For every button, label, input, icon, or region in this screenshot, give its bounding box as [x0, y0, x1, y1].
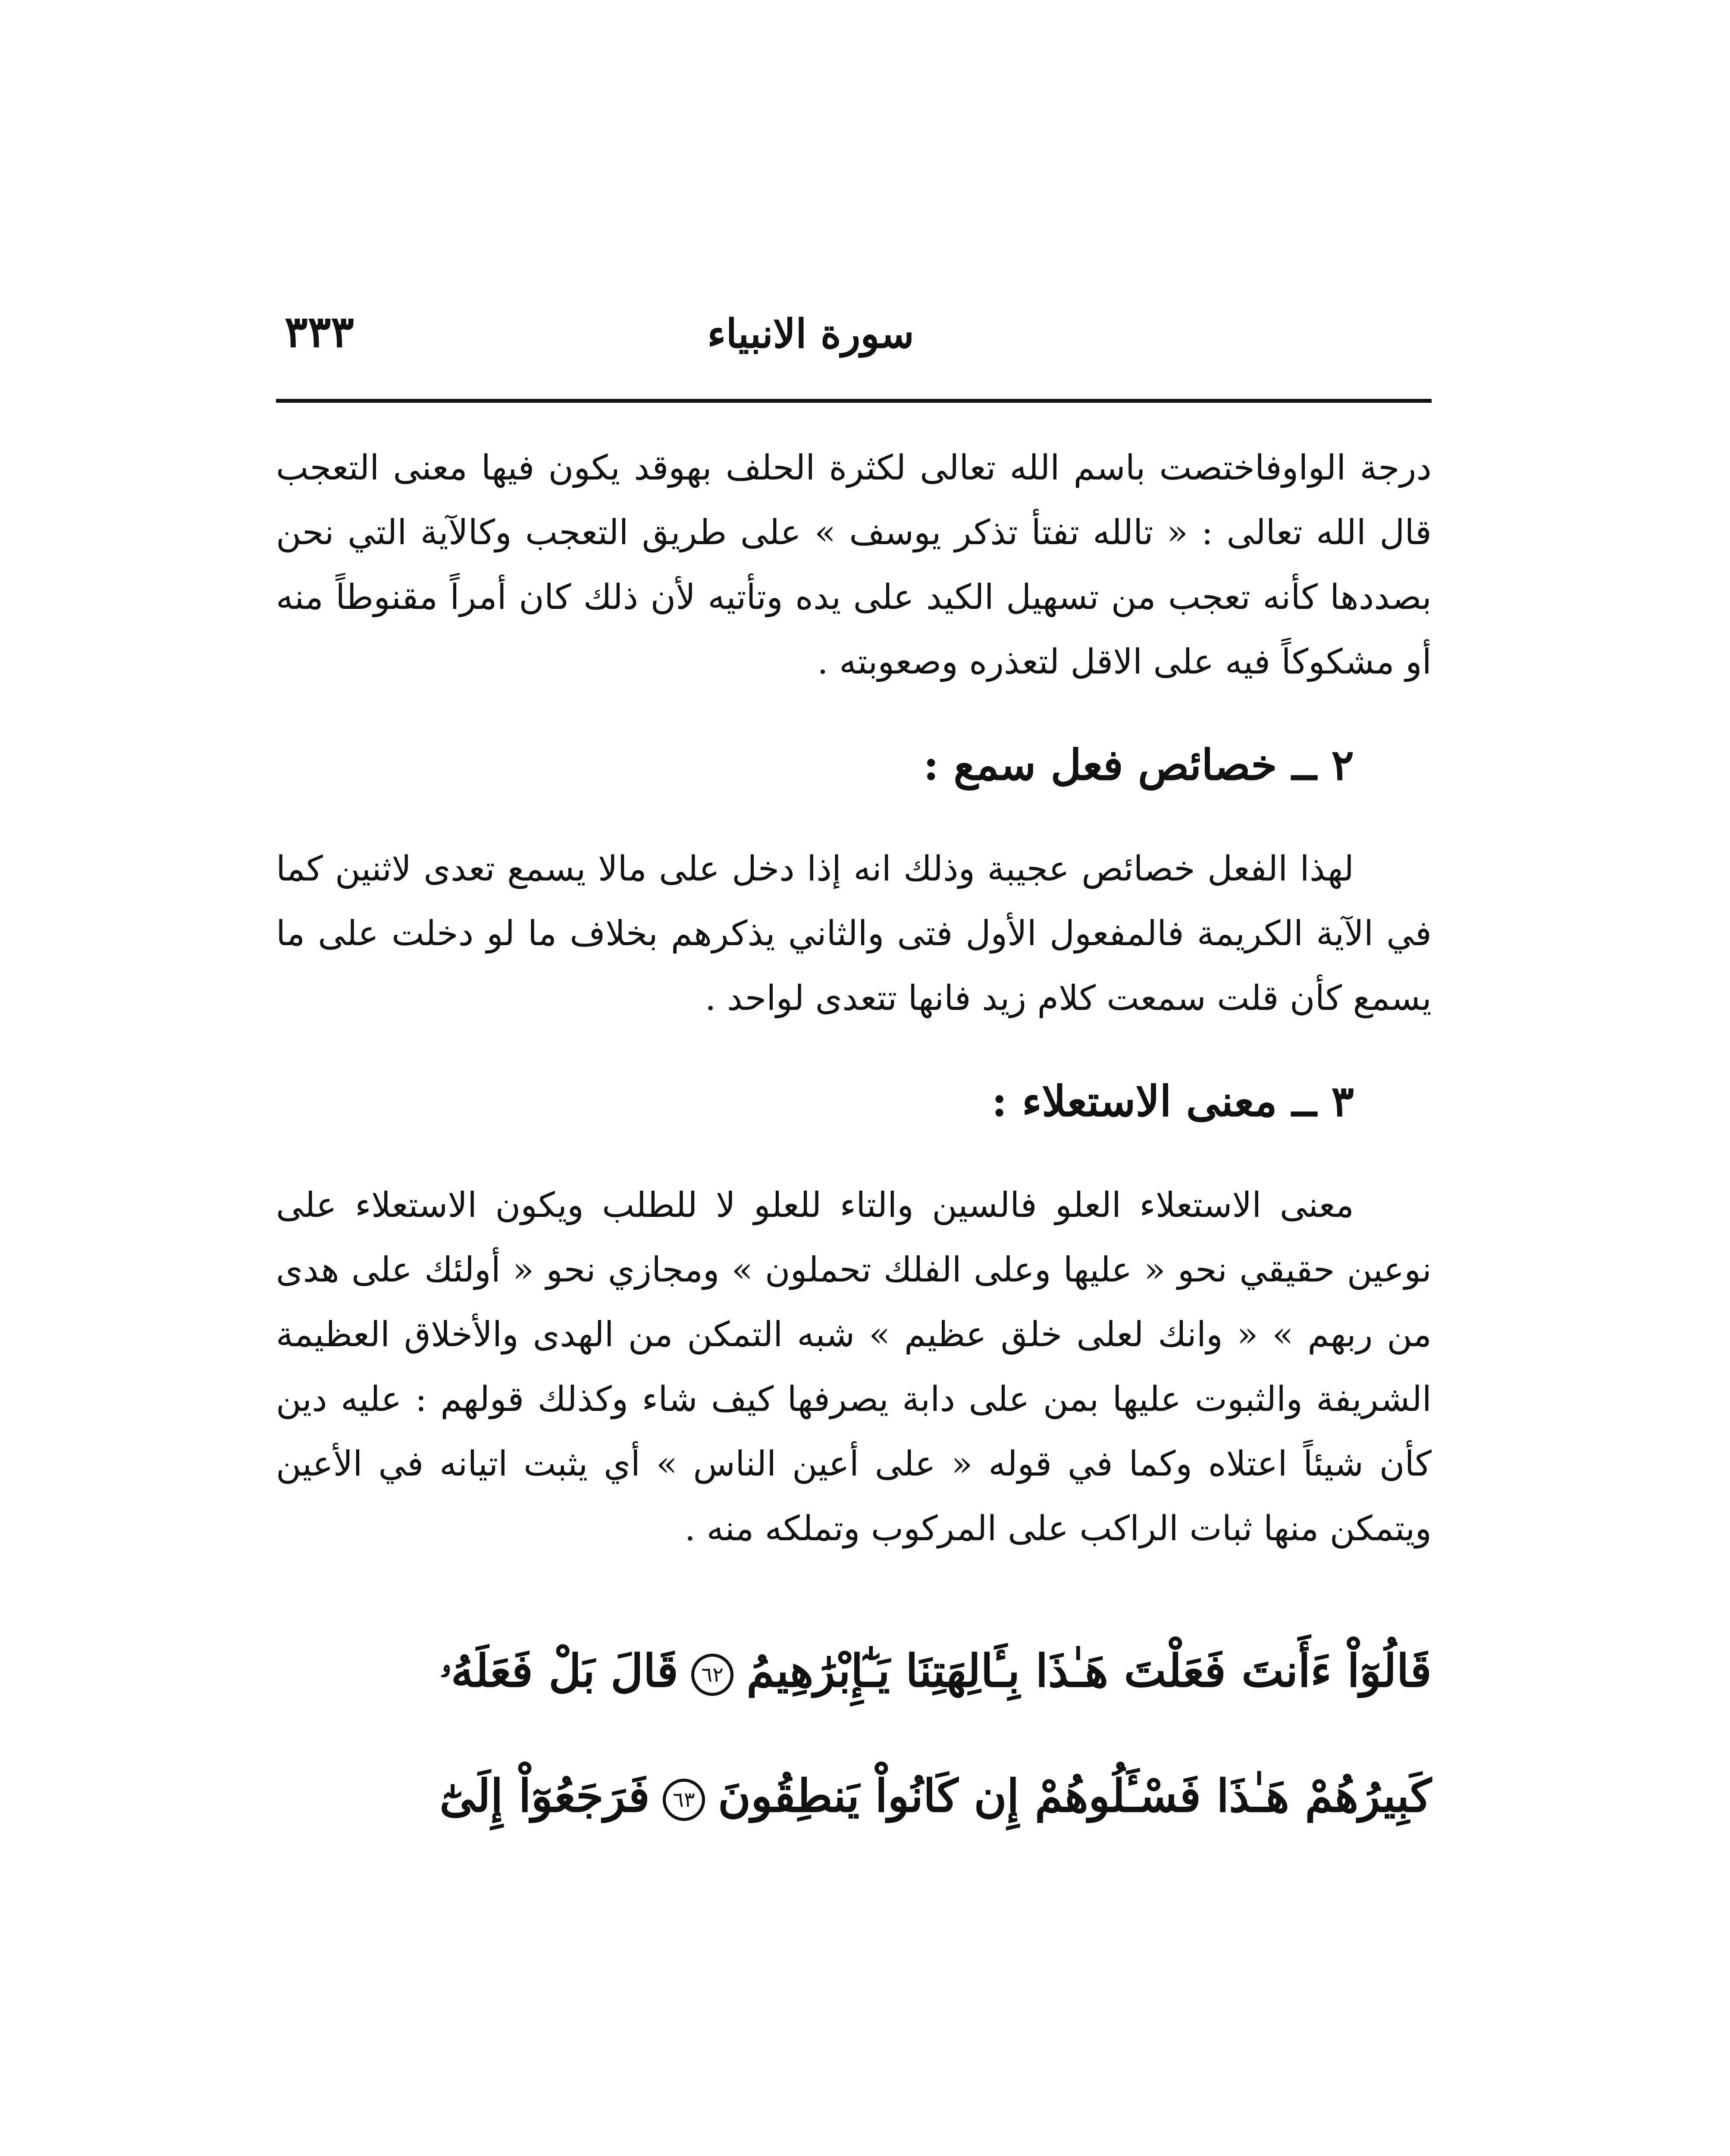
section-3-paragraph: معنى الاستعلاء العلو فالسين والتاء للعلو لا للطلب ويكون الاستعلاء على نوعين حقيقي نحو « عليها وعلى الفلك تحملون » ومجازي نحو « أولئك على هدى من ربهم » « وانك لعلى خلق عظيم » شبه التمكن من الهدى والأخلاق العظيمة الشريفة والثبوت عليها بمن على دابة يصرفها كيف شاء وكذلك قولهم : عليه دين كأن شيئاً اعتلاه وكما في قوله « على أعين الناس » أي يثبت اتيانه في الأعين ويتمكن منها ثبات الراكب على المركوب وتملكه منه . — [276, 1185, 1432, 1548]
intro-paragraph: درجة الواوفاختصت باسم الله تعالى لكثرة الحلف بهوقد يكون فيها معنى التعجب قال الله تعالى : « تالله تفتأ تذكر يوسف » على طريق التعجب وكالآية التي نحن بصددها كأنه تعجب من تسهيل الكيد على يده وتأتيه لأن ذلك كان أمراً مقنوطاً منه أو مشكوكاً فيه على الاقل لتعذره وصعوبته . — [276, 448, 1432, 682]
verse-line-2 — [276, 1733, 1432, 1858]
page-body — [276, 436, 1432, 1858]
section-2-paragraph: لهذا الفعل خصائص عجيبة وذلك انه إذا دخل على مالا يسمع تعدى لاثنين كما في الآية الكريمة فالمفعول الأول فتى والثاني يذكرهم بخلاف ما لو دخلت على ما يسمع كأن قلت سمعت كلام زيد فانها تتعدى لواحد . — [276, 849, 1432, 1018]
running-title: سورة الانبياء — [707, 310, 914, 357]
verse-64-start: فَرَجَعُوٓاْ إِلَىٰٓ — [439, 1769, 650, 1822]
section-heading-3: ٣ ــ معنى الاستعلاء : — [991, 1077, 1354, 1126]
verse-number-62-icon: ٦٢ — [691, 1654, 733, 1696]
quran-verses — [276, 1608, 1432, 1858]
verse-63-text: كَبِيرُهُمْ هَـٰذَا فَسْـَٔلُوهُمْ إِن كَانُواْ يَنطِقُونَ — [718, 1769, 1432, 1822]
verse-line-1 — [276, 1608, 1432, 1733]
verse-63-start: قَالَ بَلْ فَعَلَهُۥ — [439, 1644, 679, 1697]
verse-62-text: قَالُوٓاْ ءَأَنتَ فَعَلْتَ هَـٰذَا بِـَٔالِهَتِنَا يَـٰٓإِبْرَٰهِيمُ — [746, 1644, 1432, 1697]
section-heading-2: ٢ ــ خصائص فعل سمع : — [923, 740, 1354, 790]
header-rule — [276, 399, 1432, 403]
page-header — [276, 298, 1432, 367]
page-number: ٣٣٣ — [285, 306, 354, 357]
verse-number-63-icon: ٦٣ — [663, 1779, 705, 1821]
